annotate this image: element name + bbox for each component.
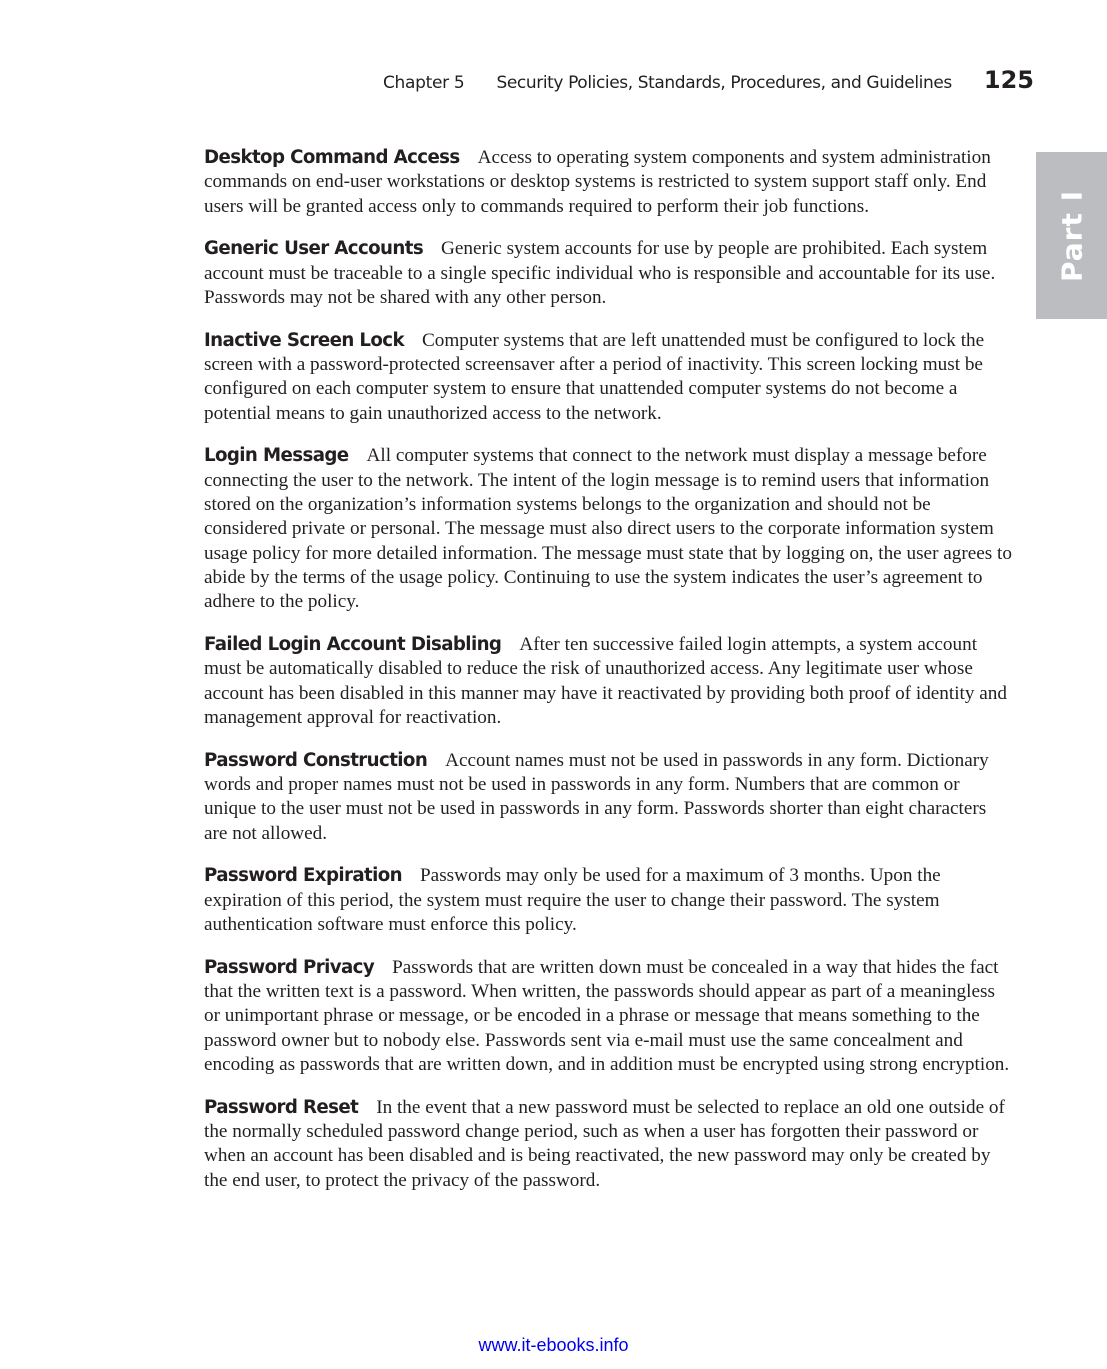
entry-term: Login Message bbox=[204, 445, 349, 467]
entry-text: Passwords that are written down must be concealed in a way that hides the fact that the written text is a password. When written, the passwords should appear as part of a meaningless or unimportant phrase or message, or be encoded in a phrase or message that means something to the password owner but to nobody else. Passwords sent via e-mail must use the same concealment and encoding as passwords that are written down, and in addition must be encrypted using strong encryption. bbox=[204, 956, 1010, 1075]
entry-term: Inactive Screen Lock bbox=[204, 329, 404, 351]
entry-term: Failed Login Account Disabling bbox=[204, 634, 502, 656]
entry-term: Desktop Command Access bbox=[204, 147, 460, 168]
policy-entry-password-privacy bbox=[204, 956, 1012, 1077]
entry-text: Account names must not be used in passwords in any form. Dictionary words and proper names must not be used in passwords in any form. Numbers that are common or unique to the user must not be used in passwords in any form. Passwords shorter than eight characters are not allowed. bbox=[204, 749, 989, 844]
entry-term: Password Reset bbox=[204, 1096, 359, 1118]
page-body bbox=[204, 146, 1012, 1211]
policy-entry-failed-login-account-disabling bbox=[204, 633, 1012, 730]
entry-term: Password Expiration bbox=[204, 865, 403, 887]
page-number: 125 bbox=[983, 66, 1034, 94]
entry-text: Computer systems that are left unattended must be configured to lock the screen with a password-protected screensaver after a period of inactivity. This screen locking must be configured on each computer system to ensure that unattended computer systems do not become a potential means to gain unauthorized access to the network. bbox=[204, 329, 985, 424]
policy-entry-generic-user-accounts bbox=[204, 237, 1012, 310]
entry-term: Password Construction bbox=[204, 749, 428, 771]
entry-text: In the event that a new password must be selected to replace an old one outside of the normally scheduled password change period, such as when a user has forgotten their password or when an account has been disabled and is being reactivated, the new password may only be created by the end user, to protect the privacy of the password. bbox=[204, 1096, 1005, 1191]
chapter-title: Security Policies, Standards, Procedures, and Guidelines bbox=[496, 73, 952, 93]
part-tab-label: Part I bbox=[1055, 189, 1088, 282]
entry-text: All computer systems that connect to the network must display a message before connecting the user to the network. The intent of the login message is to remind users that information stored on the organization’s information systems belongs to the organization and should not be considered private or personal. The message must also direct users to the corporate information system usage policy for more detailed information. The message must state that by logging on, the user agrees to abide by the terms of the usage policy. Continuing to use the system indicates the user’s agreement to adhere to the policy. bbox=[204, 445, 1012, 613]
entry-text: Access to operating system components and system administration commands on end-user workstations or desktop systems is restricted to system support staff only. End users will be granted access only to commands required to perform their job functions. bbox=[204, 147, 991, 217]
policy-entry-password-reset bbox=[204, 1096, 1012, 1193]
policy-entry-inactive-screen-lock bbox=[204, 329, 1012, 426]
policy-entry-password-construction bbox=[204, 749, 1012, 846]
footer-website-link[interactable]: www.it-ebooks.info bbox=[478, 1335, 629, 1355]
entry-text: Passwords may only be used for a maximum of 3 months. Upon the expiration of this period, the system must require the user to change their password. The system authentication software must enforce this policy. bbox=[204, 865, 941, 936]
policy-entry-desktop-command-access bbox=[204, 146, 1012, 219]
policy-entry-login-message bbox=[204, 444, 1012, 614]
running-header bbox=[383, 66, 1034, 94]
part-tab bbox=[1036, 152, 1107, 319]
policy-entry-password-expiration bbox=[204, 864, 1012, 937]
chapter-label: Chapter 5 bbox=[382, 73, 465, 93]
entry-text: After ten successive failed login attempts, a system account must be automatically disabled to reduce the risk of unauthorized access. Any legitimate user whose account has been disabled in this manner may have it reactivated by providing both proof of identity and management approval for reactivation. bbox=[204, 634, 1007, 728]
entry-text: Generic system accounts for use by people are prohibited. Each system account must be traceable to a single specific individual who is responsible and accountable for its use. Passwords may not be shared with any other person. bbox=[204, 238, 996, 308]
entry-term: Password Privacy bbox=[204, 956, 375, 978]
entry-term: Generic User Accounts bbox=[204, 238, 424, 260]
